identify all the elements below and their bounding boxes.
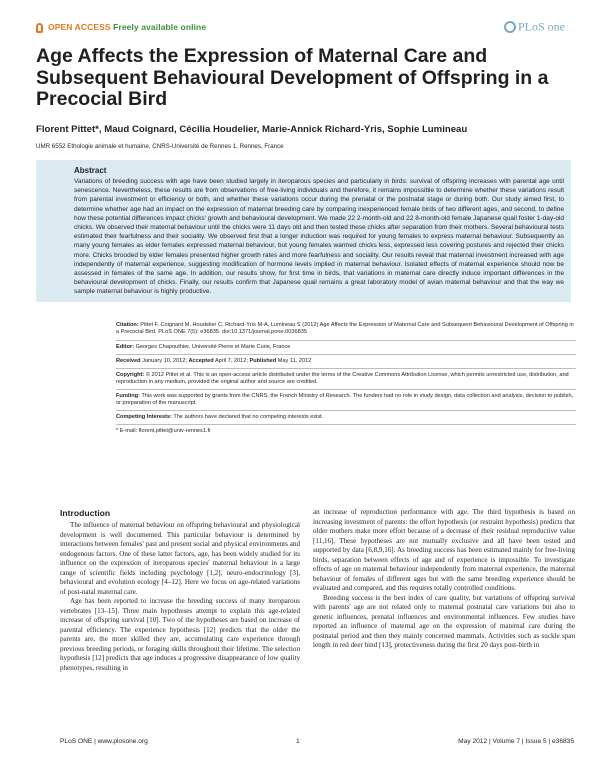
dates: Received January 10, 2012; Accepted April 7, 2012; Published May 11, 2012: [116, 358, 312, 364]
divider: [116, 410, 576, 411]
corresponding-email: * E-mail: florent.pittet@univ-rennes1.fr: [116, 428, 211, 434]
divider: [116, 340, 576, 341]
divider: [116, 368, 576, 369]
editor: Editor: Georges Chapouthier, Université Pierre et Marie Curie, France: [116, 344, 291, 350]
article-title: Age Affects the Expression of Maternal Care and Subsequent Behavioural Development of Offspring in a Precocial Bird: [36, 45, 549, 110]
author-list: Florent Pittet*, Maud Coignard, Cécilia Houdelier, Marie-Annick Richard-Yris, Sophie Lumineau: [36, 124, 468, 135]
citation: Citation: Pittet F, Coignard M, Houdelier C, Richard-Yris M-A, Lumineau S (2012) Age Affects the Expression of Maternal Care and Subsequent Behavioural Development of Offspring in a Precocial Bird. PLoS ONE 7(5): e36835. doi:10.1371/journal.pone.0036835: [116, 322, 574, 336]
abstract-box: [36, 160, 571, 302]
right-column: [313, 508, 575, 651]
paragraph: The influence of maternal behaviour on offspring behavioural and physiological development is well documented. This particular behaviour is determined by interactions between females' past and present social and physical environments and endogenous factors. One of these latter factors, age, has been widely studied for its influence on the expression of iteroparous species' maternal behaviour in a large range of scientific fields including psychology [1,2], neuro-endocrinology [3], behavioural and evolution ecology [4–12]. Here we focus on age-related variations of post-natal maternal care.: [60, 521, 300, 596]
copyright: Copyright: © 2012 Pittet et al. This is an open-access article distributed under the terms of the Creative Commons Attribution License, which permits unrestricted use, distribution, and reproduction in any medium, provided the original author and source are credited.: [116, 372, 569, 386]
competing-interests: Competing Interests: The authors have declared that no competing interests exist.: [116, 414, 324, 420]
paragraph: Age has been reported to increase the breeding success of many iteroparous vertebrates [13–15]. Three main hypotheses attempt to explain this age-related increase of offspring survival [10]. Two of the hypotheses are based on increase of parental efficiency. The experience hypothesis [12] predicts that the older the parents are, the more skilled they are, accumulating care experience through previous breeding periods, or foraging skills throughout their lifetime. The selection hypothesis [12] predicts that age induces a progressive disappearance of low quality phenotypes, resulting in: [60, 597, 300, 672]
plos-logo-text: PLoS one: [518, 19, 566, 34]
plos-logo-icon: [504, 21, 516, 33]
left-column: [60, 521, 300, 673]
abstract-text: Variations of breeding success with age have been studied largely in iteroparous species and particularly in birds: survival of offspring increases with parental age until senescence. Nevertheless, these results are from observations of free-living individuals and therefore, it remains impossible to determine whether these variations result from parental investment or efficiency or both, and whether these variations occur during the prenatal or the postnatal stage or during both. Our study aimed first, to determine whether age had an impact on the expression of maternal breeding care by comparing inexperienced female birds of two different ages, and second, to define how these potential differences impact chicks' growth and behavioural development. We made 22 2-month-old and 22 8-month-old female Japanese quail foster 1-day-old chicks. We observed their maternal behaviour until the chicks were 11 days old and then tested these chicks after separation from their mothers. Several behavioural tests estimated their fearfulness and their sociality. We observed first that a longer induction was required for young females to express maternal behaviour. Subsequently as many young females as elder females expressed maternal behaviour, but young females warmed chicks less, expressed less covering postures and rejected their chicks more. Chicks brooded by elder females presented higher growth rates and more fearfulness and sociality. Our results reveal that maternal investment increased with age independently of maternal experience, suggesting modification of hormone levels implied in maternal behaviour. Isolated effects of maternal experience should now be assessed in females of the same age. In addition, our results show, for first time in birds, that variations in maternal care directly induce important differences in the behavioural development of chicks. Finally, our results confirm that Japanese quail remains a great laboratory model of avian maternal behaviour and that the way we sample maternal behaviour is highly productive.: [74, 178, 564, 296]
abstract-heading: Abstract: [74, 166, 107, 175]
freely-available-label: Freely available online: [113, 22, 207, 32]
funding: Funding: This work was supported by grants from the CNRS, the French Ministry of Research. The funders had no role in study design, data collection and analysis, decision to publish, or preparation of the manuscript.: [116, 393, 574, 407]
footer-issue: May 2012 | Volume 7 | Issue 5 | e36835: [458, 738, 574, 745]
paragraph: Breeding success is the best index of care quality, but variations of offspring survival with parents' age are not related only to maternal postnatal care variations but also to genetic influences, prenatal influences and environmental influences. Few studies have reported an influence of maternal age on the expression of maternal care during the postnatal period and then they mainly concerned mammals. Activities such as suckle span length in red deer hind [13], protectiveness during the first 20 days post-birth in: [313, 593, 575, 649]
paragraph: an increase of reproduction performance with age. The third hypothesis is based on increasing investment of parents: the effort hypothesis (or restraint hypothesis) predicts that older mothers make more effort because of a decrease of their residual reproductive value [11,16]. These hypotheses are not mutually exclusive and all have been tested and supported by data [6,8,9,16]. As breeding success has been estimated mainly for free-living birds, separation between effects of age and of experience is impossible. To investigate effects of age on maternal behaviour independently from maternal experience, the maternal behaviour of females of different ages but with the same breeding experience should be evaluated and compared, and this requires totally controlled conditions.: [313, 508, 575, 592]
divider: [116, 424, 576, 425]
page-number: 1: [296, 738, 300, 745]
affiliation: UMR 6552 Ethologie animale et humaine, CNRS-Université de Rennes 1, Rennes, France: [36, 143, 284, 150]
divider: [116, 389, 576, 390]
plos-one-logo: [504, 18, 566, 34]
open-access-banner: OPEN ACCESS Freely available online: [48, 22, 207, 32]
section-heading-introduction: Introduction: [60, 508, 111, 518]
footer-journal: PLoS ONE | www.plosone.org: [60, 738, 148, 745]
divider: [116, 354, 576, 355]
open-access-lock-icon: [36, 23, 43, 33]
